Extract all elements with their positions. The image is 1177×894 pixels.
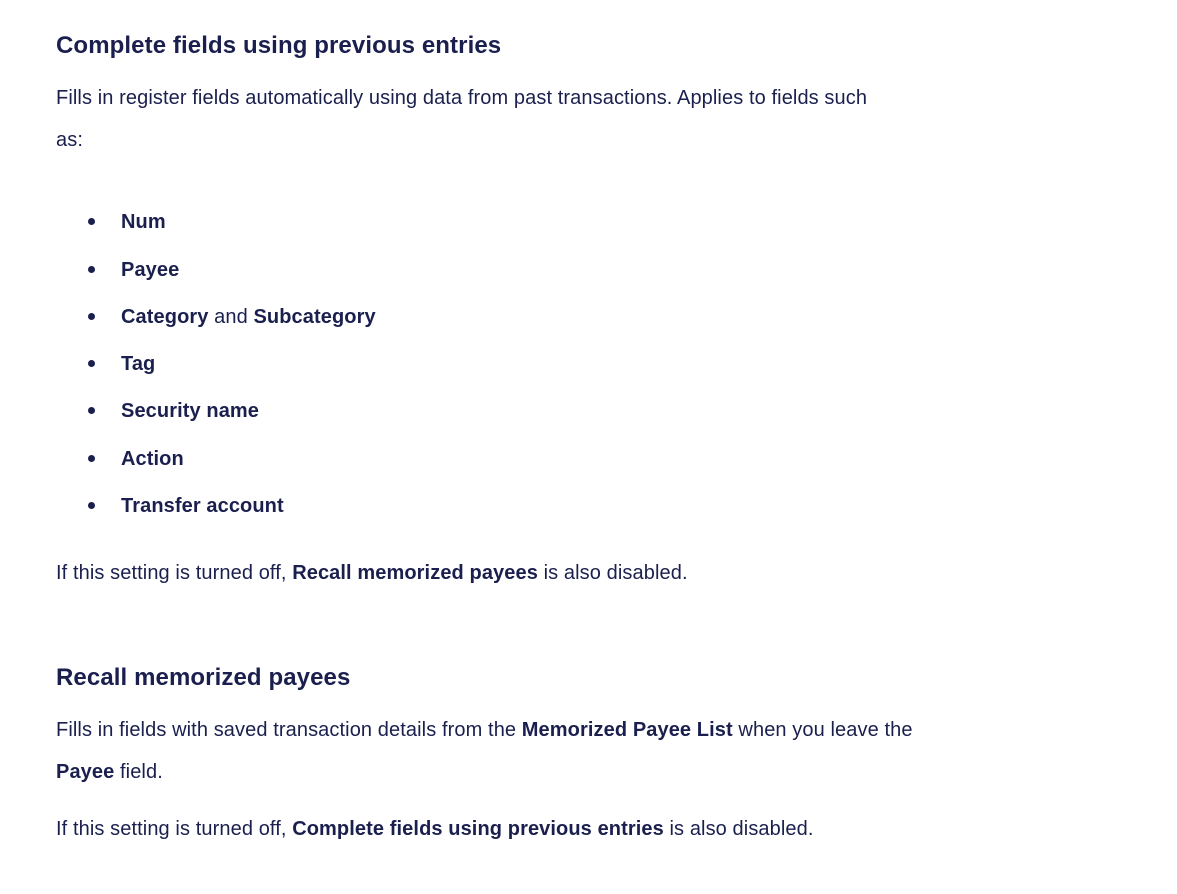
autocomplete-fields-list (88, 196, 376, 532)
bold-text-segment: Memorized Payee List (521, 719, 733, 742)
paragraph-complete-fields-note (56, 552, 688, 594)
text-segment: and (208, 305, 254, 328)
bold-text-segment: Security name (121, 400, 260, 423)
paragraph-recall-description (56, 709, 913, 793)
list-item (88, 485, 376, 527)
paragraph-line (56, 77, 867, 119)
paragraph-recall-note (56, 808, 814, 850)
heading-complete-fields-using-previous-entries: Complete fields using previous entries (56, 32, 502, 59)
paragraph-line (56, 552, 688, 594)
bullet-icon (88, 313, 95, 320)
text-segment: If this setting is turned off, (56, 818, 293, 841)
text-segment: as: (56, 129, 83, 151)
paragraph-line (56, 808, 814, 850)
bullet-icon (88, 502, 95, 509)
list-item (88, 296, 376, 338)
bold-text-segment: Transfer account (121, 495, 284, 518)
text-segment: when you leave the (732, 719, 913, 742)
bold-text-segment: Action (121, 447, 184, 470)
bold-text-segment: Category (121, 305, 209, 328)
paragraph-line (56, 709, 913, 751)
bullet-icon (88, 266, 95, 273)
text-segment: is also disabled. (537, 562, 688, 585)
paragraph-complete-fields-description (56, 77, 867, 161)
bold-text-segment: Subcategory (253, 305, 376, 328)
bold-text-segment: Num (121, 211, 166, 234)
list-item (88, 201, 376, 243)
list-item (88, 390, 376, 432)
text-segment: is also disabled. (663, 818, 814, 841)
bold-text-segment: Payee (121, 258, 180, 281)
bullet-icon (88, 218, 95, 225)
bold-text-segment: Tag (121, 353, 156, 376)
bullet-icon (88, 407, 95, 414)
text-segment: field. (114, 761, 163, 784)
bold-text-segment: Payee (56, 761, 115, 784)
list-item (88, 249, 376, 291)
bold-text-segment: Complete fields using previous entries (292, 818, 664, 841)
bullet-icon (88, 360, 95, 367)
text-segment: If this setting is turned off, (56, 562, 293, 585)
text-segment: Fills in fields with saved transaction details from the (56, 719, 522, 742)
list-item (88, 343, 376, 385)
bullet-icon (88, 455, 95, 462)
heading-recall-memorized-payees: Recall memorized payees (56, 664, 351, 692)
paragraph-line (56, 119, 867, 161)
list-item (88, 438, 376, 480)
text-segment: Fills in register fields automatically using data from past transactions. Applies to fields such (56, 87, 868, 109)
paragraph-line (56, 751, 913, 793)
bold-text-segment: Recall memorized payees (292, 562, 538, 585)
